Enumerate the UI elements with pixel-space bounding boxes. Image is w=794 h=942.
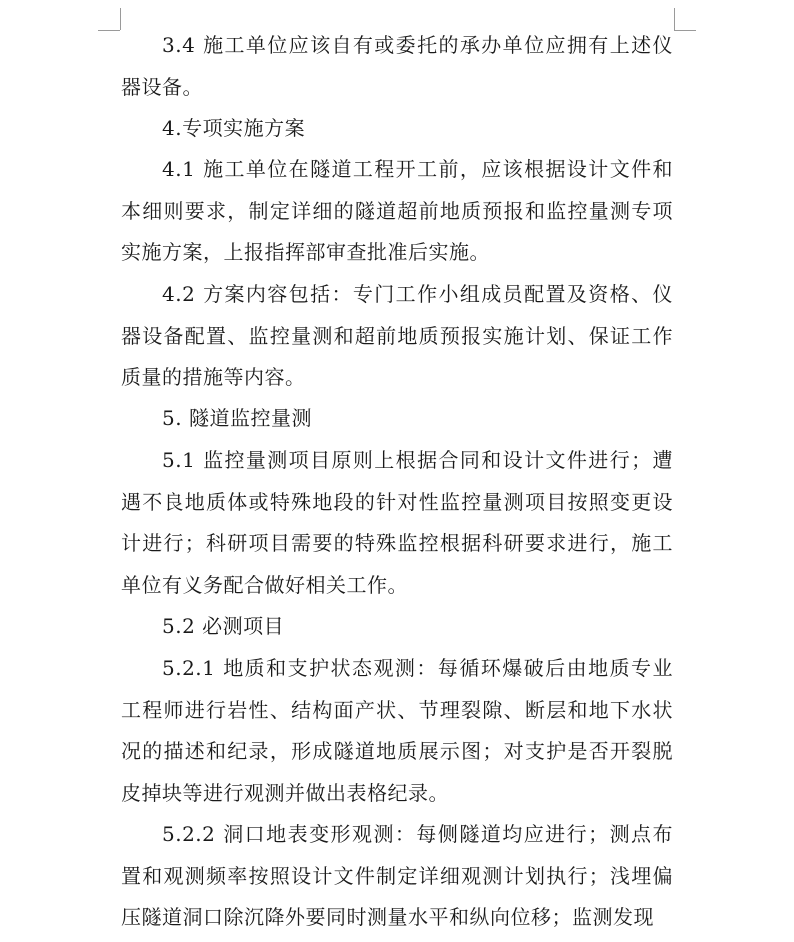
heading-4: 4.专项实施方案 [162,116,306,140]
margin-mark-top-right-horizontal [674,30,696,31]
paragraph-5-1: 5.1 监控量测项目原则上根据合同和设计文件进行；遭遇不良地质体或特殊地段的针对性监控量测项目按照变更设计进行；科研项目需要的特殊监控根据科研要求进行，施工单位有义务配合做好相关工作。 [121,448,673,597]
paragraph-4-2: 4.2 方案内容包括：专门工作小组成员配置及资格、仪器设备配置、监控量测和超前地质预报实施计划、保证工作质量的措施等内容。 [121,282,673,390]
paragraph-5-2-2: 5.2.2 洞口地表变形观测：每侧隧道均应进行；测点布置和观测频率按照设计文件制定详细观测计划执行；浅埋偏压隧道洞口除沉降外要同时测量水平和纵向位移；监测发现 [121,822,673,930]
heading-5-2: 5.2 必测项目 [162,614,285,638]
margin-mark-top-left-horizontal [98,30,120,31]
heading-5: 5. 隧道监控量测 [162,406,312,430]
margin-mark-top-right [674,8,675,30]
paragraph-4-1: 4.1 施工单位在隧道工程开工前，应该根据设计文件和本细则要求，制定详细的隧道超前地质预报和监控量测专项实施方案，上报指挥部审查批准后实施。 [121,157,673,265]
paragraph-3-4: 3.4 施工单位应该自有或委托的承办单位应拥有上述仪器设备。 [121,33,673,99]
paragraph-5-2-1: 5.2.1 地质和支护状态观测：每循环爆破后由地质专业工程师进行岩性、结构面产状、节理裂隙、断层和地下水状况的描述和纪录，形成隧道地质展示图；对支护是否开裂脱皮掉块等进行观测并做出表格纪录。 [121,656,673,805]
